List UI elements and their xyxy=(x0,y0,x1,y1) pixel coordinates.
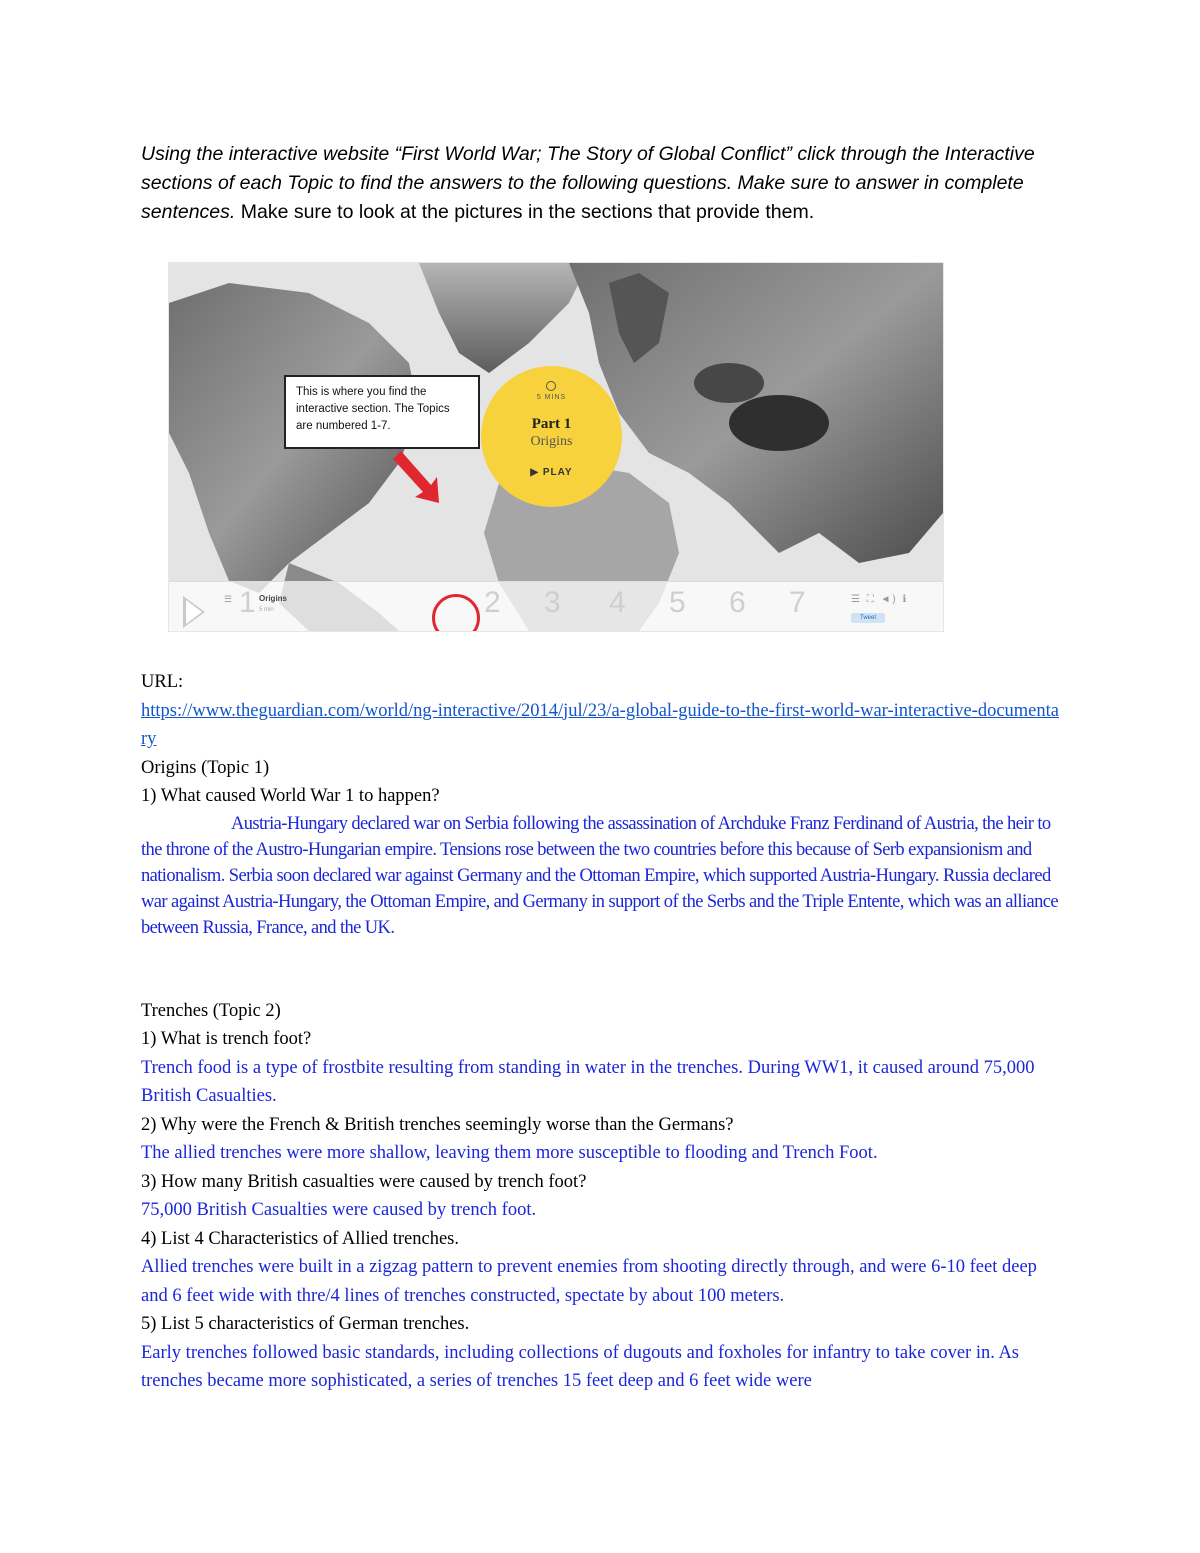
answer: Allied trenches were built in a zigzag pattern to prevent enemies from shooting directly through, and were 6-10 feet deep and 6 feet wide with thre/4 lines of trenches constructed, spectate by about 100 meters. xyxy=(141,1257,1037,1306)
callout-box: This is where you find the interactive section. The Topics are numbered 1-7. xyxy=(284,375,480,449)
answer: Trench food is a type of frostbite resulting from standing in water in the trenches. During WW1, it caused around 75,000 British Casualties. xyxy=(141,1057,1035,1106)
topic-number: 7 xyxy=(789,586,806,619)
part-name: Origins xyxy=(530,434,573,449)
instructions-italic: Using the interactive website “First World War; The Story of Global Conflict” click through the Interactive sections of each Topic to find the answers to the following questions. Make sure to answer in complete sentences. xyxy=(141,143,1035,223)
answer: 75,000 British Casualties were caused by trench foot. xyxy=(141,1200,537,1220)
topic-number: 3 xyxy=(544,586,561,619)
interactive-screenshot xyxy=(168,262,944,632)
answer: Early trenches followed basic standards, including collections of dugouts and foxholes for infantry to take cover in. As trenches became more sophisticated, a series of trenches 15 feet deep and 6 feet wide were xyxy=(141,1342,1020,1391)
clock-icon xyxy=(546,381,556,391)
topic-title: Origins xyxy=(259,594,288,603)
instructions-plain: Make sure to look at the pictures in the sections that provide them. xyxy=(235,201,815,223)
answer: Austria-Hungary declared war on Serbia following the assassination of Archduke Franz Ferdinand of Austria, the heir to the throne of the Austro-Hungarian empire. Tensions rose between the two countries before this because of Serb expansionism and nationalism. Serbia soon declared war against Germany and the Ottoman Empire, which supported Austria-Hungary. Russia declared war against Austria-Hungary, the Ottoman Empire, and Germany in support of the Serbs and the Triple Entente, which was an alliance between Russia, France, and the UK. xyxy=(141,813,1058,938)
url-link[interactable]: https://www.theguardian.com/world/ng-interactive/2014/jul/23/a-global-guide-to-the-first-world-war-interactive-documentary xyxy=(141,700,1059,749)
question: 2) Why were the French & British trenches seemingly worse than the Germans? xyxy=(141,1114,734,1135)
topic-number: 5 xyxy=(669,586,686,619)
play-icon xyxy=(183,596,205,628)
topic-duration: 5 min xyxy=(259,607,274,613)
topic-number: 4 xyxy=(609,586,626,619)
question: 4) List 4 Characteristics of Allied trenches. xyxy=(141,1228,460,1249)
topic-number-current: 1 xyxy=(239,586,256,619)
question: 1) What caused World War 1 to happen? xyxy=(141,786,440,806)
menu-icon: ☰ xyxy=(224,594,233,604)
part-circle-button xyxy=(481,366,622,507)
question: 1) What is trench foot? xyxy=(141,1029,312,1049)
part-duration: 5 MINS xyxy=(536,394,567,401)
section-heading-trenches: Trenches (Topic 2) xyxy=(141,1000,281,1021)
player-controls: ☰ ⛶ ◄) ℹ xyxy=(851,594,909,605)
instructions-paragraph xyxy=(141,140,1046,227)
topic-number: 2 xyxy=(484,586,501,619)
url-label: URL: xyxy=(141,672,184,692)
question: 5) List 5 characteristics of German trenches. xyxy=(141,1314,470,1334)
section-heading-origins: Origins (Topic 1) xyxy=(141,757,270,778)
answer: The allied trenches were more shallow, leaving them more susceptible to flooding and Trench Foot. xyxy=(141,1143,878,1163)
topic-number: 6 xyxy=(729,586,746,619)
part-number: Part 1 xyxy=(531,416,572,432)
document-body xyxy=(141,668,1061,1396)
question: 3) How many British casualties were caused by trench foot? xyxy=(141,1171,587,1192)
topic-navbar xyxy=(169,581,943,632)
play-label: ▶ PLAY xyxy=(530,467,573,478)
tweet-button: Tweet xyxy=(851,613,885,623)
